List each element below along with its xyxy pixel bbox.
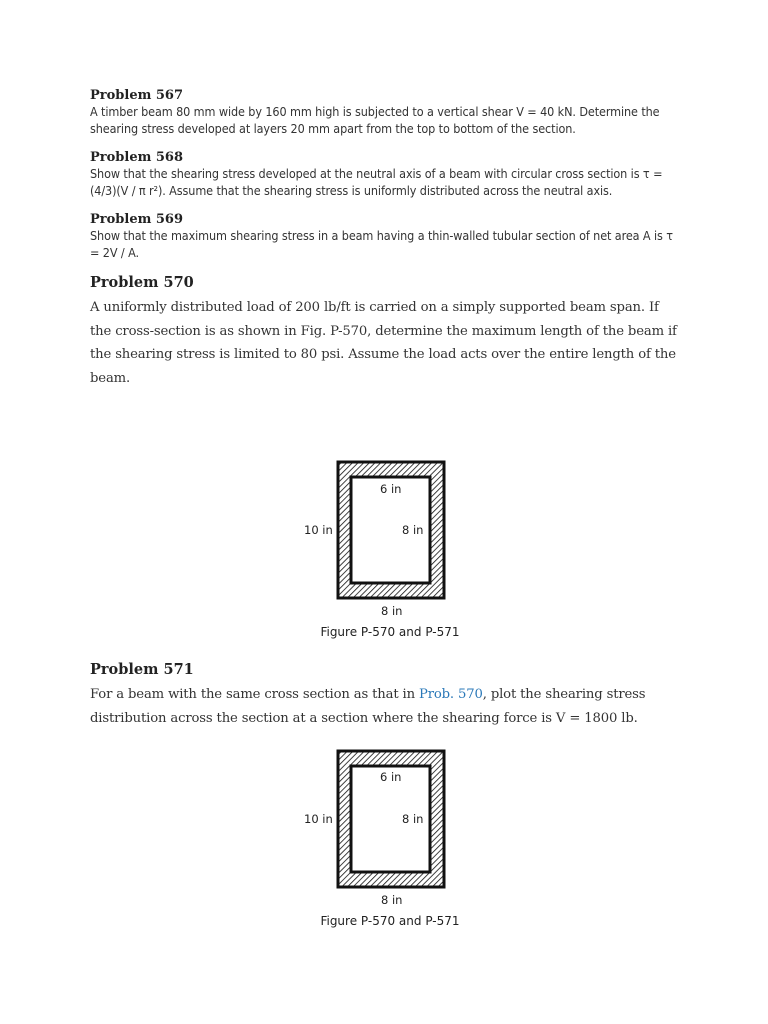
outer-width-label-2: 8 in	[381, 893, 403, 907]
cross-section-diagram-2	[300, 747, 490, 892]
problem-571	[90, 660, 680, 730]
cross-section-diagram	[300, 458, 490, 603]
problem-567	[90, 88, 680, 137]
problem-570	[90, 273, 680, 390]
problem-569-text: Show that the maximum shearing stress in a beam having a thin-walled tubular section of net area A is τ = 2V / A.	[90, 228, 673, 260]
inner-width-label-2: 6 in	[380, 770, 402, 784]
problem-571-text-before: For a beam with the same cross section as that in	[90, 687, 419, 702]
figure-caption: Figure P-570 and P-571	[320, 625, 460, 639]
problem-571-text-after: , plot the shearing stress distribution across the section at a section where the shearing force is V = 1800 lb.	[90, 687, 646, 726]
problem-567-text: A timber beam 80 mm wide by 160 mm high is subjected to a vertical shear V = 40 kN. Determine the shearing stress developed at layers 20 mm apart from the top to bottom of the section.	[90, 104, 660, 136]
problem-571-title: Problem 571	[90, 661, 194, 678]
problem-568-text: Show that the shearing stress developed at the neutral axis of a beam with circular cross section is τ = (4/3)(V / π r²). Assume that the shearing stress is uniformly distributed across the neutral axis.	[90, 166, 663, 198]
outer-height-label-2: 10 in	[304, 812, 333, 826]
problem-571-text	[90, 683, 680, 730]
problem-568-title: Problem 568	[90, 150, 184, 165]
problem-569	[90, 212, 680, 261]
figure-caption-2: Figure P-570 and P-571	[320, 914, 460, 928]
problem-568	[90, 150, 680, 199]
outer-height-label: 10 in	[304, 523, 333, 537]
inner-height-label: 8 in	[402, 523, 424, 537]
problem-570-text: A uniformly distributed load of 200 lb/ft is carried on a simply supported beam span. If the cross-section is as shown in Fig. P-570, determine the maximum length of the beam if the shearing stress is limited to 80 psi. Assume the load acts over the entire length of the beam.	[90, 300, 677, 386]
outer-width-label: 8 in	[381, 604, 403, 618]
problem-569-title: Problem 569	[90, 212, 184, 227]
document-body	[90, 88, 680, 390]
problem-567-title: Problem 567	[90, 88, 184, 103]
inner-height-label-2: 8 in	[402, 812, 424, 826]
problem-570-title: Problem 570	[90, 274, 194, 291]
document-body-2	[90, 660, 680, 730]
prob-570-link[interactable]: Prob. 570	[418, 687, 483, 702]
inner-width-label: 6 in	[380, 482, 402, 496]
